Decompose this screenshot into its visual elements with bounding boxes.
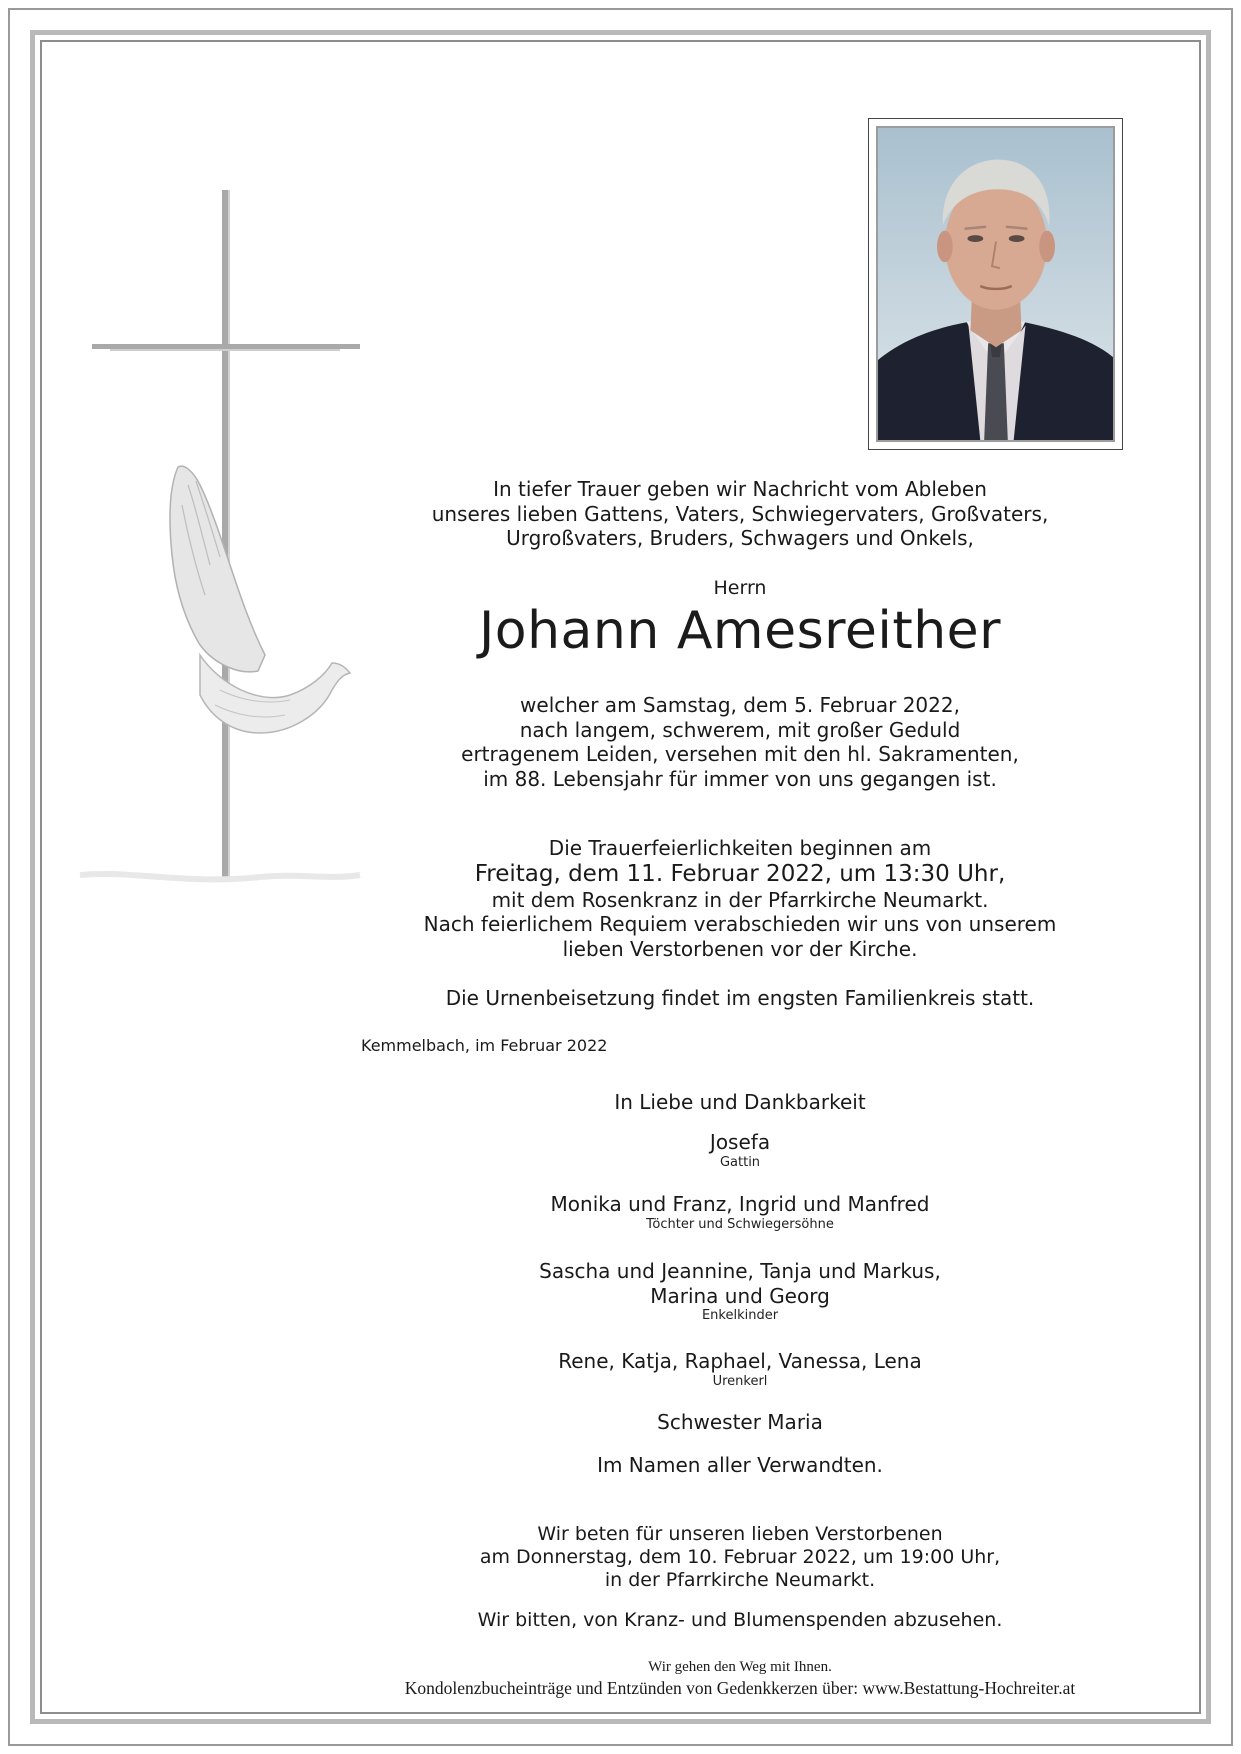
mourner-role: Urenkerl <box>712 1373 768 1389</box>
ceremony-line: Die Trauerfeierlichkeiten beginnen am <box>548 836 932 860</box>
deceased-name <box>340 600 1140 662</box>
deceased-name-text: Johann Amesreither <box>478 601 1002 661</box>
mourner-role: Gattin <box>719 1154 761 1170</box>
flowers-notice-text: Wir bitten, von Kranz- und Blumenspenden abzusehen. <box>477 1609 1003 1631</box>
footer-website-note: Kondolenzbucheinträge und Entzünden von Gedenkkerzen über: www.Bestattung-Hochreiter.at <box>404 1678 1076 1698</box>
prayer-line: Wir beten für unseren lieben Verstorbenen <box>537 1523 943 1545</box>
sister-text: Schwester Maria <box>657 1410 823 1434</box>
portrait-photo <box>876 126 1115 442</box>
salutation-text: Herrn <box>713 577 767 599</box>
mourner-names: Monika und Franz, Ingrid und Manfred <box>550 1192 930 1216</box>
prayer-text <box>340 1523 1140 1592</box>
sister <box>340 1410 1140 1435</box>
mourner-group <box>340 1259 1140 1323</box>
footer <box>340 1658 1140 1699</box>
intro-line: Urgroßvaters, Bruders, Schwagers und Onkels, <box>506 526 974 550</box>
ceremony-line: mit dem Rosenkranz in der Pfarrkirche Neumarkt. <box>491 887 989 912</box>
mourner-group <box>340 1130 1140 1170</box>
ceremony-line: lieben Verstorbenen vor der Kirche. <box>562 936 918 961</box>
ceremony-text <box>340 836 1140 961</box>
prayer-line: in der Pfarrkirche Neumarkt. <box>604 1569 876 1591</box>
mourners-heading <box>340 1090 1140 1115</box>
relatives <box>340 1453 1140 1478</box>
passing-line: nach langem, schwerem, mit großer Geduld <box>519 717 961 742</box>
passing-text <box>340 693 1140 791</box>
mourner-names: Rene, Katja, Raphael, Vanessa, Lena <box>558 1349 922 1373</box>
mourner-group <box>340 1349 1140 1389</box>
ceremony-date: Freitag, dem 11. Februar 2022, um 13:30 Uhr, <box>474 860 1006 887</box>
passing-line: ertragenem Leiden, versehen mit den hl. Sakramenten, <box>461 742 1019 766</box>
mourners-heading-text: In Liebe und Dankbarkeit <box>614 1090 866 1114</box>
place-date: Kemmelbach, im Februar 2022 <box>361 1036 608 1055</box>
intro-text <box>340 477 1140 551</box>
salutation <box>340 577 1140 600</box>
relatives-text: Im Namen aller Verwandten. <box>597 1453 883 1477</box>
urn-notice <box>340 986 1140 1011</box>
prayer-line: am Donnerstag, dem 10. Februar 2022, um 19:00 Uhr, <box>479 1546 1001 1568</box>
mourner-role: Töchter und Schwiegersöhne <box>646 1216 834 1232</box>
urn-notice-text: Die Urnenbeisetzung findet im engsten Familienkreis statt. <box>445 986 1035 1010</box>
passing-line: welcher am Samstag, dem 5. Februar 2022, <box>520 693 960 717</box>
intro-line: unseres lieben Gattens, Vaters, Schwiegervaters, Großvaters, <box>431 501 1049 526</box>
cross-praying-hands-icon <box>70 185 370 905</box>
intro-line: In tiefer Trauer geben wir Nachricht vom Ableben <box>493 477 987 501</box>
footer-tagline: Wir gehen den Weg mit Ihnen. <box>648 1659 832 1675</box>
passing-line: im 88. Lebensjahr für immer von uns gegangen ist. <box>483 766 997 791</box>
mourner-names: Sascha und Jeannine, Tanja und Markus, <box>539 1259 941 1283</box>
mourner-group <box>340 1192 1140 1232</box>
mourner-role: Enkelkinder <box>701 1308 779 1323</box>
mourner-names: Marina und Georg <box>650 1283 830 1308</box>
flowers-notice <box>340 1609 1140 1632</box>
mourner-names: Josefa <box>709 1130 771 1154</box>
ceremony-line: Nach feierlichem Requiem verabschieden wir uns von unserem <box>423 912 1057 936</box>
